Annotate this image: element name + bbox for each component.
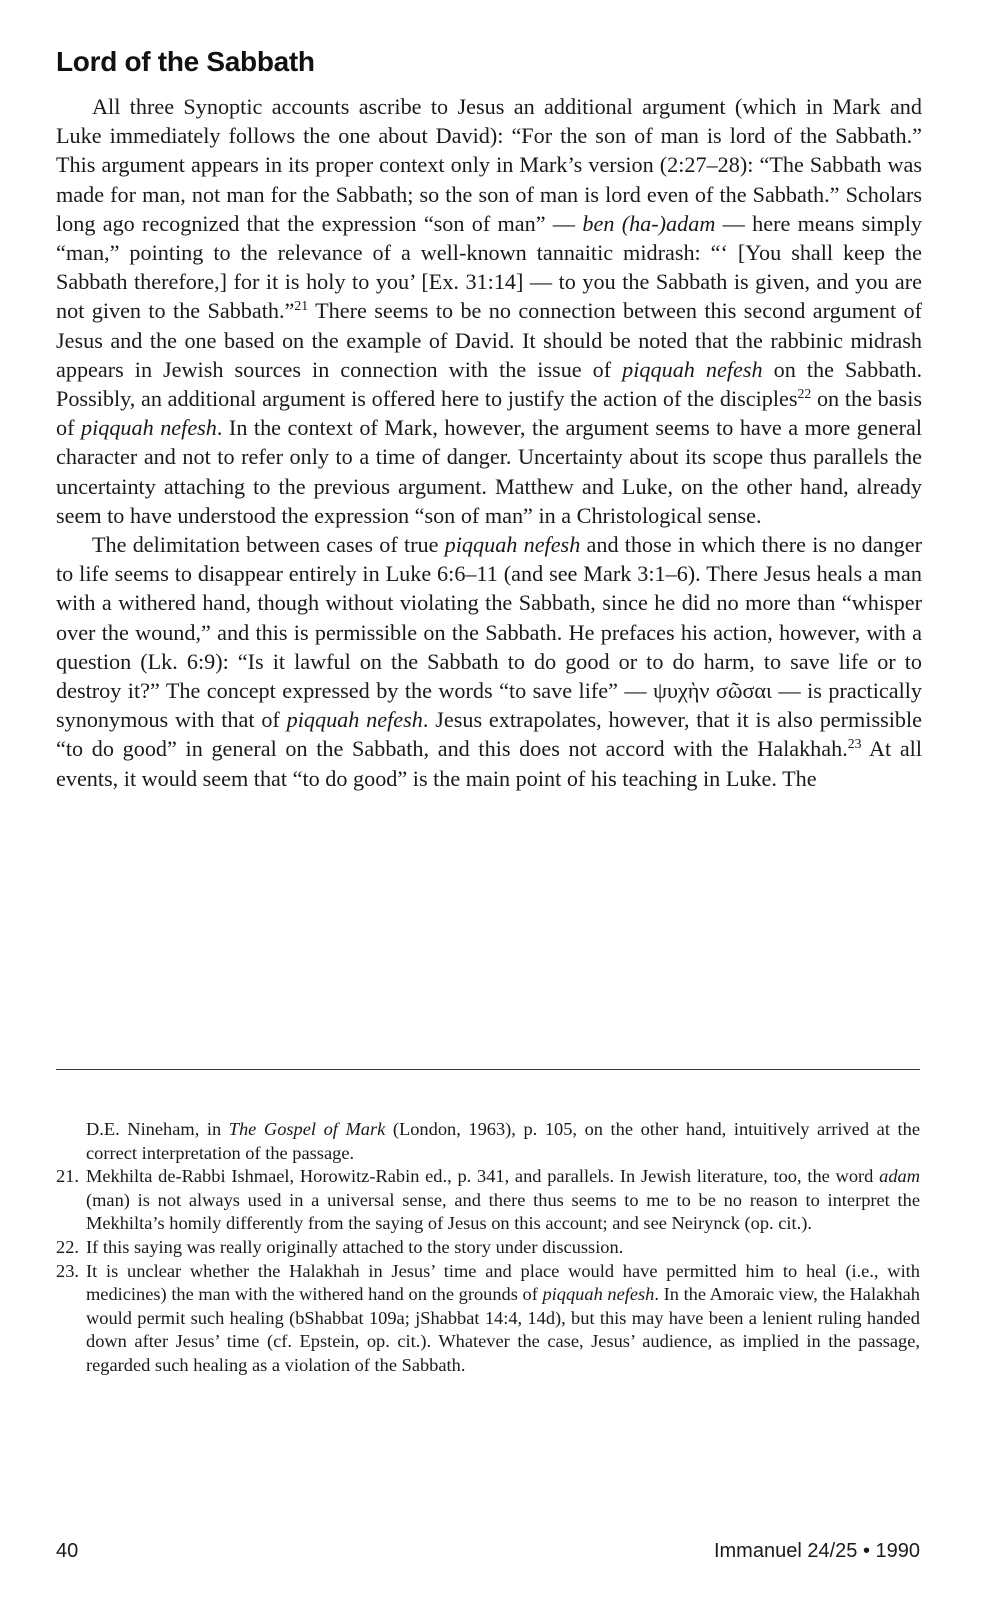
footnote-text <box>86 1118 920 1165</box>
text-run: At all events, it would seem that “to do good” is the main point of his teaching in Luke. The <box>56 736 922 791</box>
paragraph <box>56 92 922 530</box>
text-run: There seems to be no connection between this second argument of Jesus and the one based on the example of David. It should be noted that the rabbinic midrash appears in Jewish sources in connection with the issue of <box>56 298 922 382</box>
italic-term: piqquah nefesh <box>542 1284 655 1305</box>
text-run: — here means simply “man,” pointing to the relevance of a well-known tannaitic midrash: “‘ [You shall keep the Sabbath therefore,] for it is holy to you’ [Ex. 31:14] — to you the Sabbath is given, and you are not given to the Sabbath.” <box>56 210 922 324</box>
footnote-number: 23. <box>56 1260 79 1281</box>
text-run: (man) is not always used in a universal sense, and there thus seems to me to be no reason to interpret the Mekhilta’s homily differently from the saying of Jesus on this account; and see Neirynck (op. cit.). <box>86 1189 920 1234</box>
italic-term: adam <box>879 1166 920 1187</box>
text-run: The delimitation between cases of true <box>92 532 445 558</box>
footnote-ref: 23 <box>847 736 862 752</box>
text-run: If this saying was really originally attached to the story under discussion. <box>86 1236 624 1257</box>
section-heading: Lord of the Sabbath <box>56 46 315 77</box>
footnote-text <box>86 1260 920 1378</box>
text-run: (London, 1963), p. 105, on the other hand, intuitively arrived at the correct interpretation of the passage. <box>86 1119 920 1163</box>
text-run: on the basis of <box>56 386 922 441</box>
footnote-ref: 21 <box>294 298 309 314</box>
italic-term: ben (ha-)adam <box>582 210 716 236</box>
page-footer <box>56 1540 920 1563</box>
page-number: 40 <box>56 1540 79 1562</box>
footnote <box>56 1165 920 1236</box>
footnote <box>56 1260 920 1378</box>
text-run: . In the context of Mark, however, the argument seems to have a more general character and not to refer only to a time of danger. Uncertainty about its scope thus parallels the uncertainty attaching to the previous argument. Matthew and Luke, on the other hand, already seem to have understood the expression “son of man” in a Christological sense. <box>56 415 922 528</box>
paragraph <box>56 530 922 793</box>
italic-term: piqquah nefesh <box>444 532 581 558</box>
italic-term: piqquah nefesh <box>286 707 423 733</box>
footnote-number: 22. <box>56 1236 79 1257</box>
footnote-number <box>56 1118 86 1165</box>
text-run: on the Sabbath. Possibly, an additional argument is offered here to justify the action of the disciples <box>56 356 922 412</box>
text-run: . Jesus extrapolates, however, that it is also permissible “to do good” in general on the Sabbath, and this does not accord with the Halakhah. <box>56 707 922 762</box>
text-run: . In the Amoraic view, the Halakhah would permit such healing (bShabbat 109a; jShabbat 14:4, 14d), but this may have been a lenient ruling handed down after Jesus’ time (cf. Epstein, op. cit.). Whatever the case, Jesus’ audience, as implied in the passage, regarded such healing as a violation of the Sabbath. <box>86 1284 920 1375</box>
journal-citation: Immanuel 24/25 • 1990 <box>713 1540 920 1562</box>
footnotes <box>56 1118 920 1378</box>
text-run: D.E. Nineham, in <box>86 1119 229 1139</box>
text-run: All three Synoptic accounts ascribe to Jesus an additional argument (which in Mark and Luke immediately follows the one about David): “For the son of man is lord of the Sabbath.” This argument appears in its proper context only in Mark’s version (2:27–28): “The Sabbath was made for man, not man for the Sabbath; so the son of man is lord even of the Sabbath.” Scholars long ago recognized that the expression “son of man” — <box>56 94 922 236</box>
footnote-divider <box>56 1069 920 1070</box>
body-text <box>56 92 922 793</box>
footnote-text <box>86 1236 920 1260</box>
footnote-text <box>86 1165 920 1236</box>
italic-term: The Gospel of Mark <box>228 1119 386 1139</box>
text-run: and those in which there is no danger to life seems to disappear entirely in Luke 6:6–11 (and see Mark 3:1–6). There Jesus heals a man with a withered hand, though without violating the Sabbath, since he did no more than “whisper over the wound,” and this is permissible on the Sabbath. He prefaces his action, however, with a question (Lk. 6:9): “Is it lawful on the Sabbath to do good or to do harm, to save life or to destroy it?” The concept expressed by the words “to save life” — ψυχὴν σῶσαι — is practically synonymous with that of <box>56 532 922 733</box>
footnote-ref: 22 <box>797 385 812 401</box>
text-run: Mekhilta de-Rabbi Ishmael, Horowitz-Rabin ed., p. 341, and parallels. In Jewish literature, too, the word <box>86 1166 880 1187</box>
text-run: It is unclear whether the Halakhah in Jesus’ time and place would have permitted him to heal (i.e., with medicines) the man with the withered hand on the grounds of <box>86 1260 920 1305</box>
footnote-number: 21. <box>56 1166 79 1187</box>
footnote <box>56 1236 920 1260</box>
footnote <box>56 1118 920 1165</box>
italic-term: piqquah nefesh <box>622 356 763 382</box>
italic-term: piqquah nefesh <box>80 415 217 441</box>
